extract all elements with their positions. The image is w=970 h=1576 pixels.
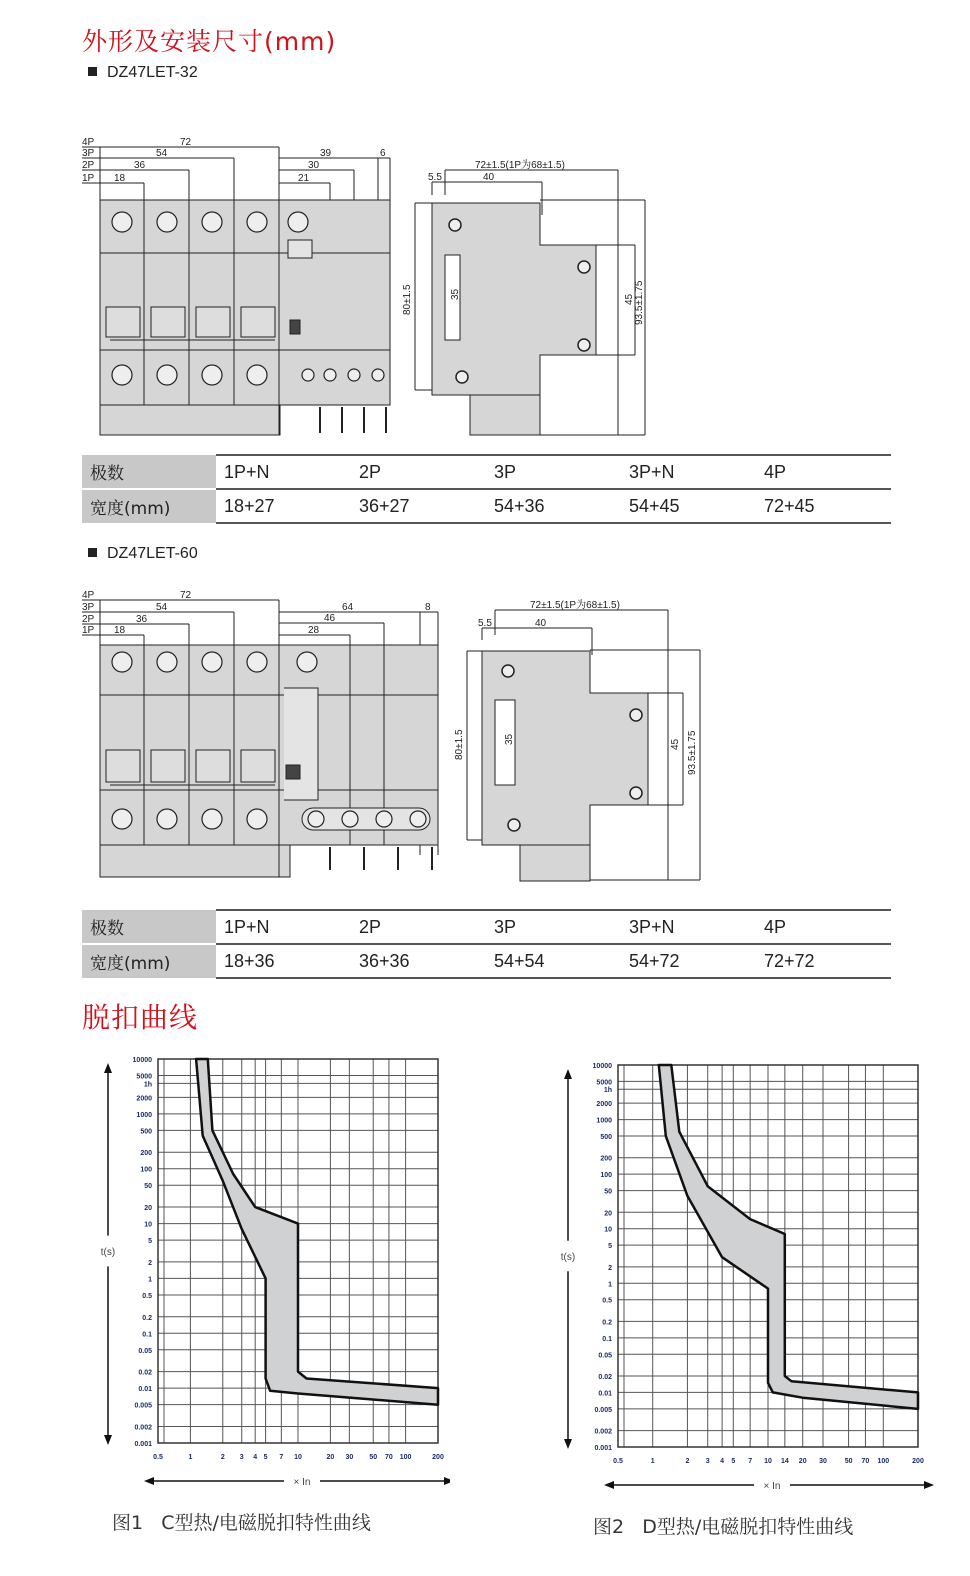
width-cell: 54+36	[486, 489, 621, 523]
dim-4p: 72	[180, 137, 192, 148]
svg-text:50: 50	[369, 1454, 378, 1461]
svg-text:4: 4	[253, 1454, 258, 1461]
svg-text:5: 5	[608, 1243, 612, 1251]
trip-curve-chart-c	[90, 1055, 450, 1495]
svg-text:30: 30	[819, 1458, 827, 1465]
svg-text:0.5: 0.5	[153, 1454, 163, 1461]
dim-height: 80±1.5	[454, 729, 465, 760]
svg-text:14: 14	[780, 1458, 789, 1465]
svg-text:100: 100	[140, 1166, 152, 1174]
dim-right-1: 64	[342, 602, 354, 613]
svg-text:0.5: 0.5	[602, 1297, 612, 1305]
pole-cell: 3P+N	[621, 455, 756, 489]
svg-text:20: 20	[604, 1210, 612, 1218]
model-heading-32	[88, 64, 198, 82]
pole-label-4p: 4P	[82, 137, 95, 148]
dim-rail: 35	[450, 288, 461, 300]
svg-text:7: 7	[279, 1454, 284, 1461]
dim-2p: 36	[134, 160, 146, 171]
dim-rail: 35	[504, 733, 515, 745]
side-view-drawing-32	[400, 155, 660, 440]
svg-text:70: 70	[385, 1454, 393, 1461]
svg-text:t(s): t(s)	[560, 1252, 576, 1263]
pole-cell: 3P	[486, 455, 621, 489]
dim-1p: 18	[114, 173, 126, 184]
svg-text:0.1: 0.1	[602, 1335, 612, 1343]
svg-text:20: 20	[326, 1454, 335, 1461]
svg-text:200: 200	[432, 1454, 444, 1461]
caption-text: C型热/电磁脱扣特性曲线	[161, 1512, 371, 1534]
pole-cell: 3P	[486, 910, 621, 944]
side-view-drawing-60	[450, 595, 710, 885]
svg-text:20: 20	[144, 1205, 152, 1213]
svg-text:0.002: 0.002	[594, 1428, 612, 1436]
bullet-square-icon	[88, 548, 97, 557]
svg-text:0.2: 0.2	[142, 1314, 152, 1322]
dim-right-4: 8	[425, 602, 431, 613]
dim-3p: 54	[156, 148, 168, 159]
svg-text:0.1: 0.1	[142, 1331, 152, 1339]
pole-cell: 2P	[351, 455, 486, 489]
dim-total: 93.5±1.75	[634, 280, 645, 325]
width-label: 宽度(mm)	[82, 944, 216, 978]
svg-text:1000: 1000	[596, 1117, 612, 1125]
svg-text:t(s): t(s)	[100, 1247, 116, 1258]
svg-text:0.05: 0.05	[598, 1352, 612, 1360]
svg-text:100: 100	[877, 1458, 890, 1465]
svg-text:1: 1	[148, 1276, 152, 1284]
dim-offset: 5.5	[428, 172, 442, 183]
svg-text:0.001: 0.001	[594, 1445, 612, 1452]
svg-text:0.2: 0.2	[602, 1319, 612, 1327]
dim-right-3: 28	[308, 625, 320, 636]
dim-3p: 54	[156, 602, 168, 613]
pole-cell: 4P	[756, 910, 891, 944]
front-view-drawing-32	[80, 135, 400, 440]
svg-text:500: 500	[600, 1133, 612, 1141]
width-cell: 36+27	[351, 489, 486, 523]
dim-right-3: 21	[298, 173, 310, 184]
spec-table-60	[82, 909, 891, 979]
dim-right-4: 6	[380, 148, 386, 159]
caption-text: D型热/电磁脱扣特性曲线	[642, 1516, 854, 1538]
svg-text:5: 5	[731, 1458, 736, 1465]
svg-text:5: 5	[263, 1454, 268, 1461]
svg-text:1: 1	[188, 1454, 193, 1461]
dim-1p: 18	[114, 625, 126, 636]
pole-label-3p: 3P	[82, 602, 95, 613]
svg-text:10: 10	[604, 1226, 612, 1234]
width-cell: 18+27	[216, 489, 351, 523]
section-title-trip-curves: 脱扣曲线	[82, 1001, 199, 1034]
svg-text:500: 500	[140, 1128, 152, 1136]
svg-text:0.005: 0.005	[594, 1406, 612, 1414]
width-cell: 54+45	[621, 489, 756, 523]
svg-text:70: 70	[861, 1458, 870, 1465]
svg-text:× In: × In	[293, 1477, 311, 1488]
pole-cell: 1P+N	[216, 910, 351, 944]
dim-right-1: 39	[320, 148, 332, 159]
width-cell: 18+36	[216, 944, 351, 978]
dim-depth: 40	[483, 172, 495, 183]
svg-text:5000: 5000	[596, 1079, 612, 1087]
svg-text:2000: 2000	[596, 1101, 612, 1109]
width-cell: 72+45	[756, 489, 891, 523]
svg-text:200: 200	[600, 1155, 612, 1163]
svg-text:1000: 1000	[136, 1111, 152, 1119]
pole-label-1p: 1P	[82, 173, 95, 184]
svg-text:0.05: 0.05	[138, 1347, 152, 1355]
dim-45: 45	[624, 293, 635, 305]
svg-text:1: 1	[608, 1281, 612, 1289]
svg-text:200: 200	[912, 1458, 924, 1465]
dim-2p: 36	[136, 614, 148, 625]
spec-table-32	[82, 454, 891, 524]
svg-text:0.5: 0.5	[142, 1292, 152, 1300]
svg-text:10: 10	[294, 1454, 302, 1461]
pole-cell: 1P+N	[216, 455, 351, 489]
pole-label-4p: 4P	[82, 590, 95, 601]
trip-curve-chart-d	[550, 1055, 940, 1495]
svg-text:2: 2	[220, 1454, 225, 1461]
svg-text:0.02: 0.02	[598, 1374, 612, 1382]
pole-cell: 3P+N	[621, 910, 756, 944]
dim-height: 80±1.5	[402, 284, 413, 315]
chart-caption-d	[593, 1512, 853, 1539]
svg-text:50: 50	[604, 1188, 612, 1196]
svg-text:0.5: 0.5	[613, 1458, 623, 1465]
svg-text:30: 30	[345, 1454, 354, 1461]
dim-offset: 5.5	[478, 618, 492, 629]
width-cell: 72+72	[756, 944, 891, 978]
pole-label-2p: 2P	[82, 160, 95, 171]
svg-text:50: 50	[144, 1183, 152, 1191]
bullet-square-icon	[88, 67, 97, 76]
model-name: DZ47LET-32	[107, 64, 198, 81]
width-cell: 54+72	[621, 944, 756, 978]
fig-label: 图1	[112, 1512, 144, 1534]
svg-text:10: 10	[764, 1458, 772, 1465]
svg-text:4: 4	[720, 1458, 725, 1465]
svg-text:100: 100	[600, 1172, 612, 1180]
section-title-dimensions: 外形及安装尺寸(mm)	[82, 27, 337, 56]
svg-text:50: 50	[844, 1458, 853, 1465]
svg-text:0.01: 0.01	[138, 1386, 152, 1394]
pole-label-3p: 3P	[82, 148, 95, 159]
fig-label: 图2	[593, 1516, 625, 1538]
front-view-drawing-60	[80, 590, 450, 880]
svg-text:3: 3	[705, 1458, 710, 1465]
svg-text:3: 3	[239, 1454, 244, 1461]
model-name: DZ47LET-60	[107, 545, 198, 562]
svg-text:0.01: 0.01	[598, 1390, 612, 1398]
chart-caption-c	[112, 1508, 371, 1535]
pole-cell: 2P	[351, 910, 486, 944]
svg-text:2: 2	[148, 1259, 152, 1267]
svg-text:× In: × In	[763, 1481, 781, 1492]
svg-text:10000: 10000	[592, 1063, 612, 1070]
model-heading-60	[88, 545, 198, 563]
width-label: 宽度(mm)	[82, 489, 216, 523]
pole-count-label: 极数	[82, 455, 216, 489]
svg-text:100: 100	[399, 1454, 412, 1461]
svg-text:2: 2	[685, 1458, 690, 1465]
pole-cell: 4P	[756, 455, 891, 489]
svg-text:1: 1	[650, 1458, 655, 1465]
svg-text:5: 5	[148, 1238, 152, 1246]
svg-text:0.02: 0.02	[138, 1369, 152, 1377]
svg-text:10: 10	[144, 1221, 152, 1229]
svg-text:5000: 5000	[136, 1073, 152, 1081]
svg-text:0.002: 0.002	[134, 1424, 152, 1432]
dim-width: 72±1.5(1P为68±1.5)	[530, 600, 620, 611]
pole-label-2p: 2P	[82, 614, 95, 625]
pole-label-1p: 1P	[82, 625, 95, 636]
svg-text:7: 7	[748, 1458, 753, 1465]
dim-45: 45	[670, 738, 681, 750]
dim-depth: 40	[535, 618, 547, 629]
dim-total: 93.5±1.75	[687, 730, 698, 775]
svg-text:0.001: 0.001	[134, 1441, 152, 1448]
dim-4p: 72	[180, 590, 192, 601]
width-cell: 36+36	[351, 944, 486, 978]
dim-width: 72±1.5(1P为68±1.5)	[475, 160, 565, 171]
svg-text:2: 2	[608, 1264, 612, 1272]
dim-right-2: 46	[324, 613, 336, 624]
svg-text:1h: 1h	[143, 1081, 152, 1089]
width-cell: 54+54	[486, 944, 621, 978]
pole-count-label: 极数	[82, 910, 216, 944]
svg-text:200: 200	[140, 1150, 152, 1158]
dim-right-2: 30	[308, 160, 320, 171]
svg-text:20: 20	[798, 1458, 807, 1465]
svg-text:2000: 2000	[136, 1095, 152, 1103]
svg-text:10000: 10000	[132, 1057, 152, 1064]
svg-text:1h: 1h	[603, 1087, 612, 1095]
svg-text:0.005: 0.005	[134, 1402, 152, 1410]
